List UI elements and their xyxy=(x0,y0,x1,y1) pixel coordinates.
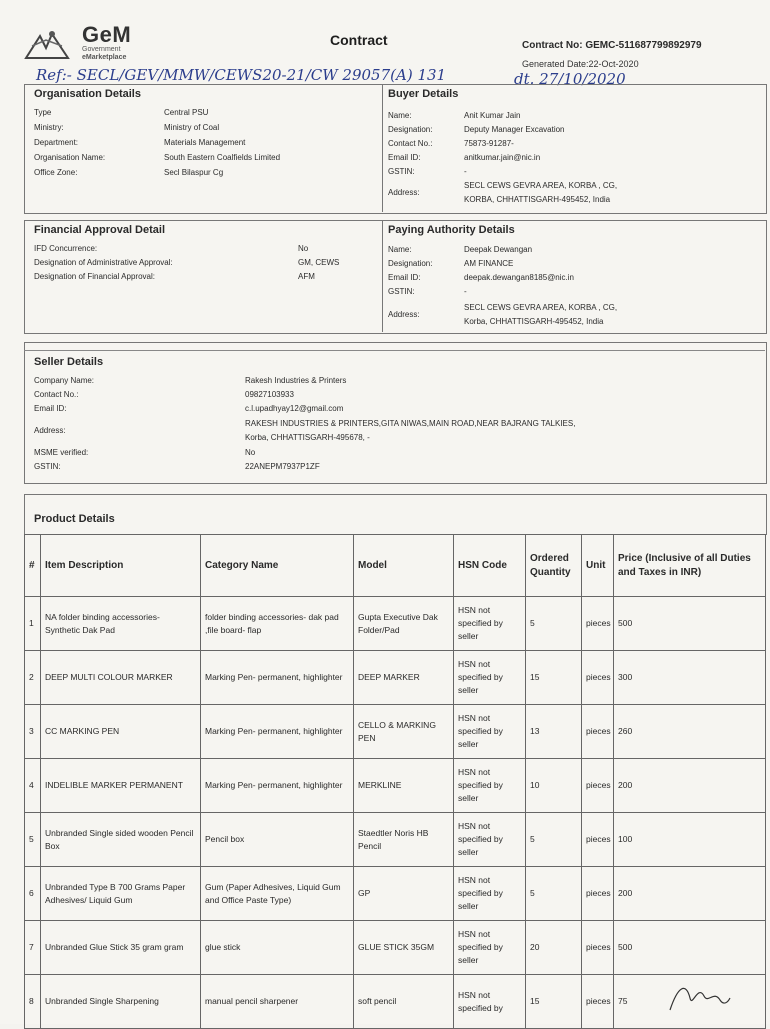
row-category: Marking Pen- permanent, highlighter xyxy=(201,651,354,705)
handwritten-reference: Ref:- SECL/GEV/MMW/CEWS20-21/CW 29057(A) 131 xyxy=(36,66,447,84)
row-description: Unbranded Glue Stick 35 gram gram xyxy=(41,921,201,975)
paying-address-line2: Korba, CHHATTISGARH-495452, India xyxy=(464,317,604,326)
row-unit: pieces xyxy=(582,597,614,651)
row-category: manual pencil sharpener xyxy=(201,975,354,1029)
ifd-concurrence-value: No xyxy=(298,244,309,253)
row-quantity: 5 xyxy=(526,597,582,651)
seller-company-value: Rakesh Industries & Printers xyxy=(245,376,347,385)
col-ordered-quantity: Ordered Quantity xyxy=(526,535,582,597)
table-row xyxy=(25,975,766,1029)
row-quantity: 13 xyxy=(526,705,582,759)
row-price: 300 xyxy=(614,651,766,705)
seller-contact-value: 09827103933 xyxy=(245,390,294,399)
admin-approval-label: Designation of Administrative Approval: xyxy=(34,258,173,267)
row-quantity: 15 xyxy=(526,651,582,705)
row-description: Unbranded Single sided wooden Pencil Box xyxy=(41,813,201,867)
paying-name-label: Name: xyxy=(388,245,412,254)
signature-icon xyxy=(664,976,734,1016)
row-category: folder binding accessories- dak pad ,file board- flap xyxy=(201,597,354,651)
row-model: soft pencil xyxy=(354,975,454,1029)
row-model: CELLO & MARKING PEN xyxy=(354,705,454,759)
row-unit: pieces xyxy=(582,813,614,867)
row-model: DEEP MARKER xyxy=(354,651,454,705)
row-description: Unbranded Single Sharpening xyxy=(41,975,201,1029)
row-category: Pencil box xyxy=(201,813,354,867)
contract-number: Contract No: GEMC-511687799892979 xyxy=(522,40,702,51)
logo-subtitle xyxy=(82,46,126,62)
paying-address-label: Address: xyxy=(388,310,420,319)
buyer-name-label: Name: xyxy=(388,111,412,120)
row-hsn: HSN not specified by seller xyxy=(454,813,526,867)
paying-address-line1: SECL CEWS GEVRA AREA, KORBA , CG, xyxy=(464,303,618,312)
product-table-header xyxy=(25,535,766,597)
row-category: Marking Pen- permanent, highlighter xyxy=(201,705,354,759)
org-name-label: Organisation Name: xyxy=(34,153,106,162)
row-quantity: 5 xyxy=(526,813,582,867)
seller-gstin-value: 22ANEPM7937P1ZF xyxy=(245,462,320,471)
row-num: 7 xyxy=(25,921,41,975)
logo-title: GeM xyxy=(82,22,132,47)
generated-date: Generated Date:22-Oct-2020 xyxy=(522,59,639,69)
row-price: 500 xyxy=(614,597,766,651)
document-title: Contract xyxy=(330,32,388,48)
org-type-value: Central PSU xyxy=(164,108,209,117)
row-num: 1 xyxy=(25,597,41,651)
row-num: 4 xyxy=(25,759,41,813)
buyer-designation-label: Designation: xyxy=(388,125,433,134)
col-hsn-code: HSN Code xyxy=(454,535,526,597)
buyer-contact-label: Contact No.: xyxy=(388,139,433,148)
row-quantity: 15 xyxy=(526,975,582,1029)
row-unit: pieces xyxy=(582,867,614,921)
product-table xyxy=(24,534,766,1029)
row-description: CC MARKING PEN xyxy=(41,705,201,759)
row-description: NA folder binding accessories- Synthetic Dak Pad xyxy=(41,597,201,651)
paying-email-value: deepak.dewangan8185@nic.in xyxy=(464,273,574,282)
org-department-label: Department: xyxy=(34,138,79,147)
buyer-email-label: Email ID: xyxy=(388,153,421,162)
paying-heading: Paying Authority Details xyxy=(388,224,515,236)
row-model: GP xyxy=(354,867,454,921)
row-num: 3 xyxy=(25,705,41,759)
gem-logo-icon xyxy=(22,28,72,64)
seller-email-value: c.l.upadhyay12@gmail.com xyxy=(245,404,344,413)
row-num: 8 xyxy=(25,975,41,1029)
product-heading: Product Details xyxy=(34,513,115,525)
row-price: 500 xyxy=(614,921,766,975)
row-hsn: HSN not specified by seller xyxy=(454,921,526,975)
buyer-address-line2: KORBA, CHHATTISGARH-495452, India xyxy=(464,195,611,204)
buyer-address-line1: SECL CEWS GEVRA AREA, KORBA , CG, xyxy=(464,181,618,190)
row-hsn: HSN not specified by seller xyxy=(454,759,526,813)
seller-company-label: Company Name: xyxy=(34,376,95,385)
row-description: INDELIBLE MARKER PERMANENT xyxy=(41,759,201,813)
table-row xyxy=(25,705,766,759)
row-quantity: 20 xyxy=(526,921,582,975)
row-unit: pieces xyxy=(582,759,614,813)
paying-gstin-value: - xyxy=(464,287,467,296)
col-price: Price (Inclusive of all Duties and Taxes in INR) xyxy=(614,535,766,597)
col-num: # xyxy=(25,535,41,597)
paying-name-value: Deepak Dewangan xyxy=(464,245,533,254)
row-description: DEEP MULTI COLOUR MARKER xyxy=(41,651,201,705)
seller-address-line1: RAKESH INDUSTRIES & PRINTERS,GITA NIWAS,MAIN ROAD,NEAR BAJRANG TALKIES, xyxy=(245,419,576,428)
logo-line-government: Government xyxy=(82,46,121,53)
seller-msme-value: No xyxy=(245,448,256,457)
financial-heading: Financial Approval Detail xyxy=(34,224,166,236)
table-row xyxy=(25,813,766,867)
org-type-label: Type xyxy=(34,108,52,117)
row-price: 200 xyxy=(614,867,766,921)
handwritten-date: dt. 27/10/2020 xyxy=(514,70,626,88)
paying-email-label: Email ID: xyxy=(388,273,421,282)
organisation-heading: Organisation Details xyxy=(34,88,141,100)
buyer-email-value: anitkumar.jain@nic.in xyxy=(464,153,541,162)
financial-approval-value: AFM xyxy=(298,272,315,281)
col-unit: Unit xyxy=(582,535,614,597)
admin-approval-value: GM, CEWS xyxy=(298,258,340,267)
row-quantity: 5 xyxy=(526,867,582,921)
financial-approval-label: Designation of Financial Approval: xyxy=(34,272,155,281)
seller-box xyxy=(24,342,767,484)
buyer-designation-value: Deputy Manager Excavation xyxy=(464,125,565,134)
row-unit: pieces xyxy=(582,975,614,1029)
ifd-concurrence-label: IFD Concurrence: xyxy=(34,244,98,253)
org-office-zone-label: Office Zone: xyxy=(34,168,78,177)
row-unit: pieces xyxy=(582,921,614,975)
row-price: 75 xyxy=(614,975,766,1029)
row-hsn: HSN not specified by seller xyxy=(454,867,526,921)
seller-msme-label: MSME verified: xyxy=(34,448,89,457)
table-row xyxy=(25,759,766,813)
buyer-heading: Buyer Details xyxy=(388,88,459,100)
table-row xyxy=(25,597,766,651)
seller-address-line2: Korba, CHHATTISGARH-495678, - xyxy=(245,433,370,442)
row-num: 5 xyxy=(25,813,41,867)
row-model: Staedtler Noris HB Pencil xyxy=(354,813,454,867)
paying-gstin-label: GSTIN: xyxy=(388,287,415,296)
row-hsn: HSN not specified by seller xyxy=(454,705,526,759)
row-category: glue stick xyxy=(201,921,354,975)
buyer-name-value: Anit Kumar Jain xyxy=(464,111,521,120)
row-unit: pieces xyxy=(582,651,614,705)
row-model: GLUE STICK 35GM xyxy=(354,921,454,975)
org-ministry-value: Ministry of Coal xyxy=(164,123,220,132)
row-quantity: 10 xyxy=(526,759,582,813)
org-ministry-label: Ministry: xyxy=(34,123,64,132)
seller-contact-label: Contact No.: xyxy=(34,390,79,399)
row-hsn: HSN not specified by seller xyxy=(454,597,526,651)
seller-gstin-label: GSTIN: xyxy=(34,462,61,471)
row-description: Unbranded Type B 700 Grams Paper Adhesives/ Liquid Gum xyxy=(41,867,201,921)
buyer-contact-value: 75873-91287- xyxy=(464,139,514,148)
row-hsn: HSN not specified by xyxy=(454,975,526,1029)
product-heading-box xyxy=(24,494,767,535)
buyer-address-label: Address: xyxy=(388,188,420,197)
row-category: Marking Pen- permanent, highlighter xyxy=(201,759,354,813)
row-num: 2 xyxy=(25,651,41,705)
table-row xyxy=(25,921,766,975)
paying-designation-value: AM FINANCE xyxy=(464,259,514,268)
col-category-name: Category Name xyxy=(201,535,354,597)
seller-email-label: Email ID: xyxy=(34,404,67,413)
org-department-value: Materials Management xyxy=(164,138,246,147)
table-row xyxy=(25,867,766,921)
table-row xyxy=(25,651,766,705)
row-price: 260 xyxy=(614,705,766,759)
row-model: Gupta Executive Dak Folder/Pad xyxy=(354,597,454,651)
row-price: 100 xyxy=(614,813,766,867)
logo-line-emarketplace: eMarketplace xyxy=(82,54,127,61)
seller-address-label: Address: xyxy=(34,426,66,435)
row-price: 200 xyxy=(614,759,766,813)
buyer-gstin-label: GSTIN: xyxy=(388,167,415,176)
row-model: MERKLINE xyxy=(354,759,454,813)
row-hsn: HSN not specified by seller xyxy=(454,651,526,705)
org-office-zone-value: Secl Bilaspur Cg xyxy=(164,168,224,177)
col-model: Model xyxy=(354,535,454,597)
buyer-gstin-value: - xyxy=(464,167,467,176)
row-num: 6 xyxy=(25,867,41,921)
row-category: Gum (Paper Adhesives, Liquid Gum and Office Paste Type) xyxy=(201,867,354,921)
paying-designation-label: Designation: xyxy=(388,259,433,268)
col-item-description: Item Description xyxy=(41,535,201,597)
org-name-value: South Eastern Coalfields Limited xyxy=(164,153,281,162)
seller-heading: Seller Details xyxy=(34,356,104,368)
row-unit: pieces xyxy=(582,705,614,759)
